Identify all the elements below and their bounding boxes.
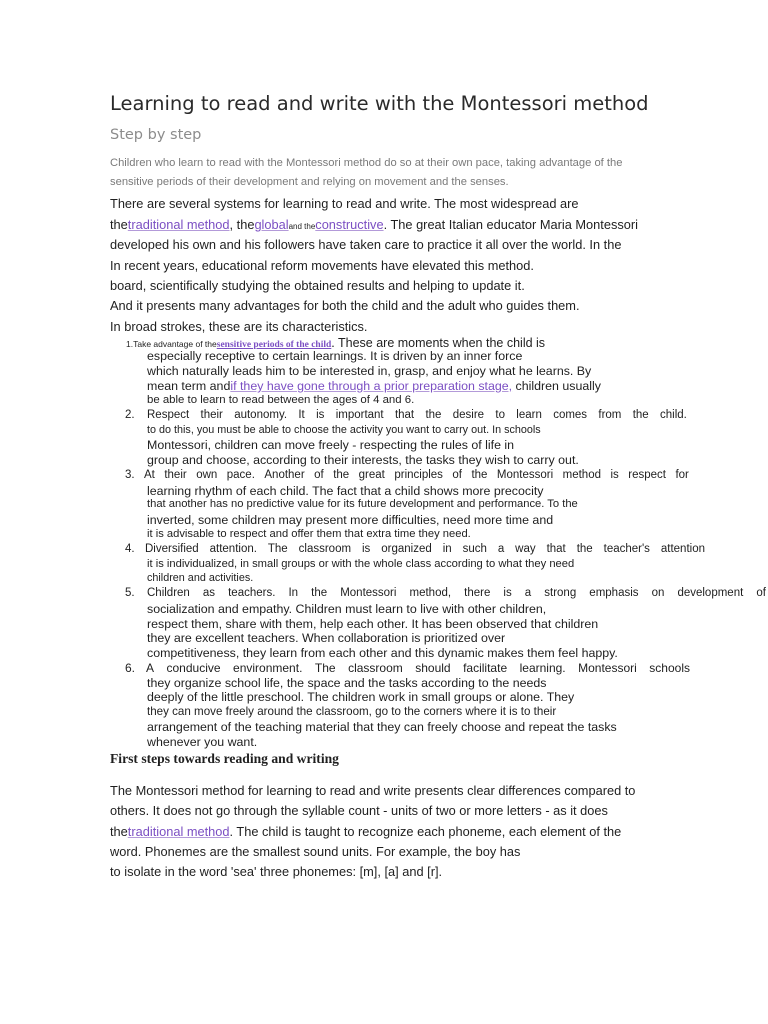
justified-word: Montessori (578, 661, 637, 675)
text-span: . The great Italian educator Maria Montessori (383, 217, 638, 232)
list-line: arrangement of the teaching material that they can freely choose and repeat the tasks (147, 720, 617, 734)
list-line: inverted, some children may present more difficulties, need more time and (147, 513, 554, 527)
list-item-4-number: 4. (125, 543, 135, 555)
justified-word: is (316, 409, 325, 421)
traditional-method-link-2[interactable]: traditional method (127, 824, 230, 839)
justified-word: classroom (348, 661, 403, 675)
body-line (110, 824, 621, 839)
justified-word: Diversified (145, 543, 199, 555)
list-line: deeply of the little preschool. The children work in small groups or alone. They (147, 690, 575, 704)
text-span: . The child is taught to recognize each phoneme, each element of the (229, 824, 622, 839)
justified-word: there (464, 587, 491, 599)
list-line: learning rhythm of each child. The fact that a child shows more precocity (147, 484, 544, 498)
justified-word: strong (544, 587, 577, 599)
list-line: it is advisable to respect and offer them that extra time they need. (147, 528, 471, 540)
text-span: and the (288, 222, 316, 231)
justified-word: attention. (209, 543, 257, 555)
list-line: it is individualized, in small groups or with the whole class according to what they need (147, 558, 575, 570)
global-link[interactable]: global (254, 217, 289, 232)
justified-word: respect (628, 469, 666, 481)
justified-word: pace. (226, 469, 255, 481)
justified-word: important (335, 409, 384, 421)
justified-word: In (288, 587, 299, 599)
justified-word: for (675, 469, 689, 481)
justified-word: classroom (298, 543, 352, 555)
justified-word: autonomy. (234, 409, 288, 421)
list-line: competitiveness, they learn from each other and this dynamic makes them feel happy. (147, 646, 618, 660)
justified-word: as (202, 587, 216, 599)
list-item-5-number: 5. (125, 587, 135, 599)
justified-word: comes (553, 409, 588, 421)
list-line: they are excellent teachers. When collaboration is prioritized over (147, 631, 506, 645)
page-subtitle: Step by step (110, 127, 202, 143)
body-line: And it presents many advantages for both the child and the adult who guides them. (110, 298, 580, 313)
justified-word: the (471, 469, 488, 481)
justified-word: desire (452, 409, 485, 421)
body-line: The Montessori method for learning to read and write presents clear differences compared to (110, 783, 636, 798)
justified-word: the (333, 469, 350, 481)
justified-word: emphasis (589, 587, 639, 599)
body-line (110, 217, 638, 232)
list-number: 1. (126, 339, 134, 349)
body-line: In broad strokes, these are its characteristics. (110, 319, 368, 334)
list-line: that another has no predictive value for its future development and performance. To the (147, 498, 578, 510)
justified-word: a (497, 543, 505, 555)
justified-word: own (196, 469, 218, 481)
justified-word: the (311, 587, 328, 599)
justified-word: The (314, 661, 336, 675)
list-item-5-first-line (147, 587, 766, 599)
justified-word: great (358, 469, 385, 481)
justified-word: is (610, 469, 619, 481)
list-line: group and choose, according to their interests, the tasks they wish to carry out. (147, 453, 579, 467)
justified-word: method (562, 469, 601, 481)
justified-word: Respect (147, 409, 190, 421)
body-line: There are several systems for learning to read and write. The most widespread are (110, 196, 579, 211)
section-heading: First steps towards reading and writing (110, 751, 339, 766)
body-line: others. It does not go through the syllable count - units of two or more letters - as it does (110, 803, 608, 818)
prior-preparation-link[interactable]: if they have gone through a prior preparation stage, (230, 379, 513, 393)
justified-word: a (524, 587, 532, 599)
constructive-link[interactable]: constructive (315, 217, 384, 232)
justified-word: in (442, 543, 452, 555)
list-line: to do this, you must be able to choose the activity you want to carry out. In schools (147, 424, 541, 436)
list-line: children and activities. (147, 572, 254, 584)
body-line: board, scientifically studying the obtained results and helping to update it. (110, 278, 525, 293)
justified-word: from (598, 409, 622, 421)
list-item-6-number: 6. (125, 661, 136, 675)
justified-word: teachers. (228, 587, 276, 599)
body-line: word. Phonemes are the smallest sound units. For example, the boy has (110, 844, 521, 859)
justified-word: is (503, 587, 512, 599)
justified-word: of (756, 587, 766, 599)
justified-word: conducive (166, 661, 221, 675)
justified-word: principles (394, 469, 443, 481)
justified-word: environment. (233, 661, 303, 675)
text-span: Take advantage of the (133, 339, 217, 349)
page-title: Learning to read and write with the Montessori method (110, 92, 649, 115)
justified-word: Montessori (340, 587, 397, 599)
list-item-2-first-line (147, 409, 687, 421)
text-span: children usually (512, 379, 601, 393)
justified-word: teacher's (603, 543, 650, 555)
list-line (147, 379, 601, 393)
justified-word: child. (660, 409, 687, 421)
justified-word: of (314, 469, 324, 481)
body-line: In recent years, educational reform movements have elevated this method. (110, 258, 534, 273)
list-line: they can move freely around the classroom, go to the corners where it is to their (147, 705, 557, 718)
list-line: socialization and empathy. Children must learn to live with other children, (147, 602, 547, 616)
list-line: be able to learn to read between the ages of 4 and 6. (147, 394, 415, 406)
justified-word: of (452, 469, 462, 481)
justified-word: learn (516, 409, 542, 421)
justified-word: At (144, 469, 155, 481)
intro-line: Children who learn to read with the Montessori method do so at their own pace, taking advantage of the (110, 157, 623, 169)
justified-word: Children (147, 587, 190, 599)
list-item-3-number: 3. (125, 469, 135, 481)
text-span: the (110, 217, 128, 232)
justified-word: the (632, 409, 649, 421)
justified-word: learning. (519, 661, 566, 675)
justified-word: way (515, 543, 536, 555)
justified-word: that (546, 543, 566, 555)
justified-word: should (415, 661, 451, 675)
list-item-3-first-line (144, 469, 689, 481)
justified-word: A (146, 661, 155, 675)
justified-word: It (298, 409, 305, 421)
justified-word: their (200, 409, 223, 421)
traditional-method-link[interactable]: traditional method (127, 217, 230, 232)
justified-word: Montessori (496, 469, 554, 481)
text-span: . These are moments when the child is (331, 336, 546, 350)
justified-word: their (164, 469, 187, 481)
text-span: mean term and (147, 379, 231, 393)
list-line: which naturally leads him to be interested in, grasp, and enjoy what he learns. By (147, 364, 592, 378)
list-line: especially receptive to certain learnings. It is driven by an inner force (147, 349, 523, 363)
list-item-6-first-line (146, 661, 690, 675)
justified-word: organized (381, 543, 432, 555)
justified-word: that (394, 409, 415, 421)
list-item-2-number: 2. (125, 409, 135, 421)
justified-word: to (495, 409, 505, 421)
justified-word: method, (409, 587, 452, 599)
list-line: Montessori, children can move freely - respecting the rules of life in (147, 438, 515, 452)
list-line: whenever you want. (147, 735, 258, 749)
list-item-1-first-line (126, 336, 545, 350)
body-line: to isolate in the word 'sea' three phonemes: [m], [a] and [r]. (110, 864, 443, 879)
text-span: the (110, 824, 128, 839)
body-line: developed his own and his followers have taken care to practice it all over the world. In the (110, 237, 622, 252)
justified-word: the (576, 543, 593, 555)
justified-word: such (462, 543, 487, 555)
justified-word: schools (649, 661, 690, 675)
justified-word: The (267, 543, 288, 555)
list-line: they organize school life, the space and the tasks according to the needs (147, 676, 547, 690)
justified-word: the (425, 409, 442, 421)
text-span: , the (229, 217, 255, 232)
list-item-4-first-line (145, 543, 705, 555)
sensitive-periods-link[interactable]: sensitive periods of the child (216, 340, 332, 350)
justified-word: facilitate (463, 661, 508, 675)
justified-word: is (362, 543, 371, 555)
intro-line: sensitive periods of their development and relying on movement and the senses. (110, 176, 509, 188)
justified-word: attention (660, 543, 705, 555)
list-line: respect them, share with them, help each other. It has been observed that children (147, 617, 599, 631)
justified-word: on (651, 587, 665, 599)
justified-word: development (677, 587, 744, 599)
justified-word: Another (264, 469, 305, 481)
